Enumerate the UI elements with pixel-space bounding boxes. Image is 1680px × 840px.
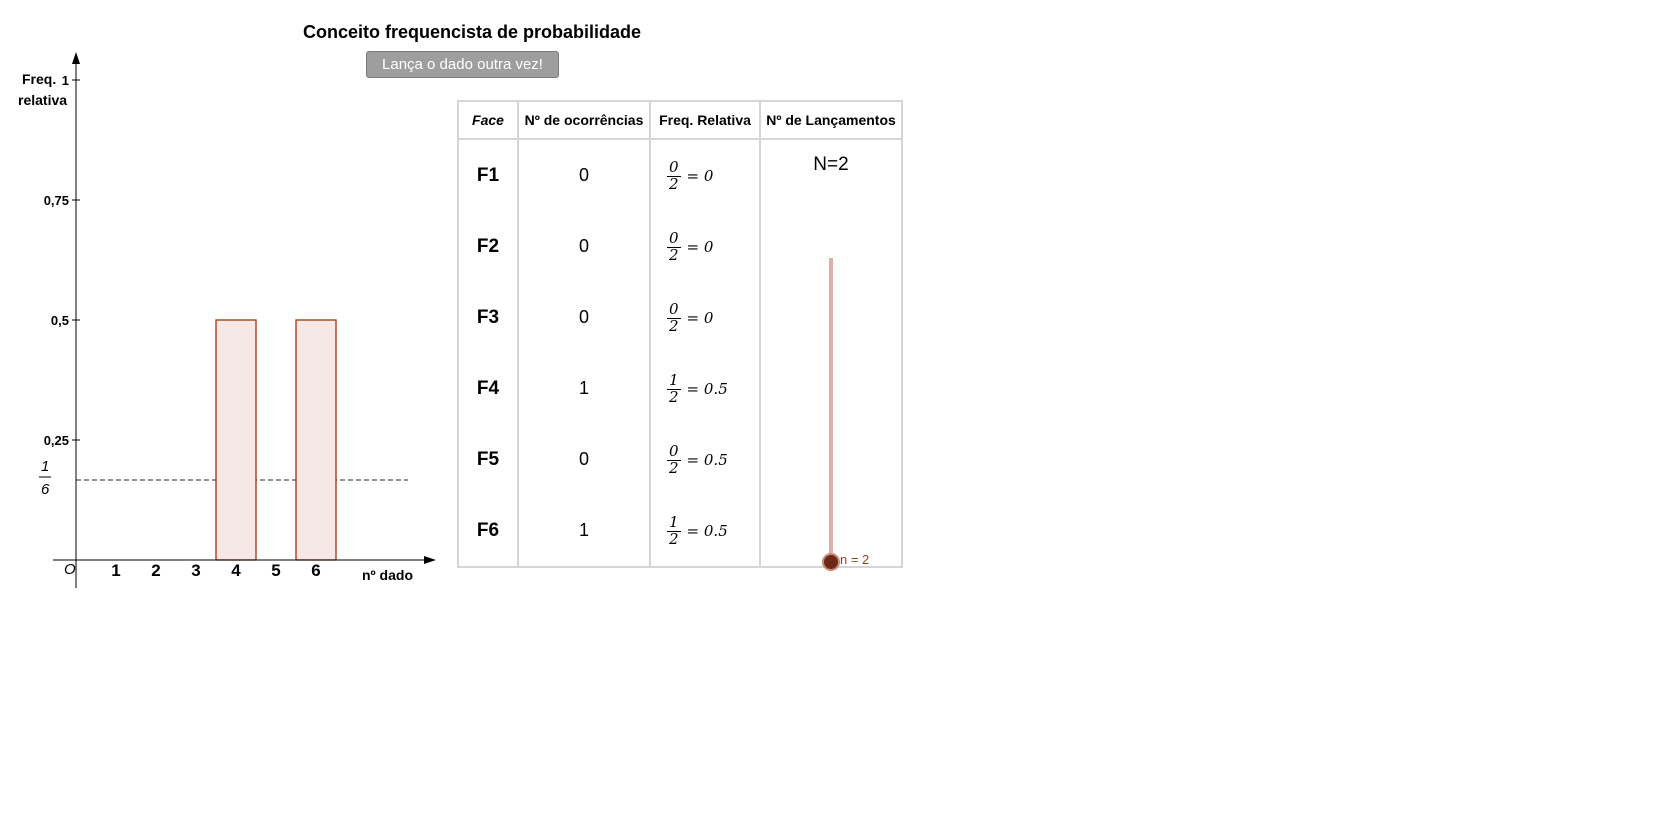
relative-frequency-cell <box>650 282 760 353</box>
face-cell: F5 <box>458 424 518 495</box>
launches-slider-handle[interactable] <box>822 553 840 571</box>
fraction-denominator: 2 <box>669 245 679 264</box>
frequency-chart <box>0 0 440 600</box>
fraction-result: = 0.5 <box>686 522 728 540</box>
y-axis-title-line2: relativa <box>18 92 68 108</box>
occurrences-cell: 1 <box>518 353 650 424</box>
header-occurrences: Nº de ocorrências <box>518 101 650 139</box>
occurrences-cell: 0 <box>518 424 650 495</box>
fraction-denominator: 2 <box>669 316 679 335</box>
launches-cell <box>760 139 902 567</box>
y-tick-label: 0,75 <box>43 193 69 208</box>
y-axis-arrow <box>72 52 80 64</box>
reference-label <box>39 458 51 498</box>
y-tick-label: 0,5 <box>50 313 69 328</box>
bar-4 <box>216 320 256 560</box>
face-cell: F2 <box>458 211 518 282</box>
face-cell: F3 <box>458 282 518 353</box>
relative-frequency-cell <box>650 495 760 567</box>
face-cell: F4 <box>458 353 518 424</box>
occurrences-cell: 0 <box>518 282 650 353</box>
header-face: Face <box>458 101 518 139</box>
frequency-table <box>457 100 903 568</box>
fraction-result: = 0.5 <box>686 451 728 469</box>
fraction-denominator: 2 <box>669 387 679 406</box>
launches-slider-value: n = 2 <box>840 552 870 567</box>
reference-label-denominator: 6 <box>41 481 50 498</box>
fraction-numerator: 0 <box>669 299 679 318</box>
fraction-denominator: 2 <box>669 174 679 193</box>
fraction-result: = 0 <box>686 167 714 185</box>
fraction-numerator: 0 <box>669 441 679 460</box>
fraction-numerator: 1 <box>669 512 679 531</box>
face-cell: F1 <box>458 139 518 211</box>
roll-again-button[interactable]: Lança o dado outra vez! <box>366 51 559 78</box>
origin-label: O <box>64 561 76 578</box>
fraction-numerator: 0 <box>669 228 679 247</box>
launch-count-label: N=2 <box>813 154 849 175</box>
x-tick-label: 5 <box>271 561 281 580</box>
fraction-result: = 0 <box>686 238 714 256</box>
table-header-row <box>458 101 902 139</box>
relative-frequency-cell <box>650 353 760 424</box>
occurrences-cell: 0 <box>518 211 650 282</box>
reference-label-numerator: 1 <box>41 458 50 475</box>
relative-frequency-cell <box>650 139 760 211</box>
y-axis-title-line1: Freq. <box>22 71 57 87</box>
fraction-numerator: 1 <box>669 370 679 389</box>
launches-slider-track[interactable] <box>829 258 833 563</box>
occurrences-cell: 1 <box>518 495 650 567</box>
y-tick-label: 1 <box>61 73 69 88</box>
face-cell: F6 <box>458 495 518 567</box>
page-title: Conceito frequencista de probabilidade <box>303 22 642 42</box>
x-tick-label: 6 <box>311 561 321 580</box>
fraction-result: = 0.5 <box>686 380 728 398</box>
fraction-denominator: 2 <box>669 458 679 477</box>
x-tick-label: 3 <box>191 561 201 580</box>
y-tick-label: 0,25 <box>43 433 69 448</box>
x-tick-label: 1 <box>111 561 121 580</box>
header-relative-frequency: Freq. Relativa <box>650 101 760 139</box>
header-launches: Nº de Lançamentos <box>760 101 902 139</box>
fraction-denominator: 2 <box>669 529 679 548</box>
x-axis-arrow <box>424 556 436 564</box>
x-axis-title: nº dado <box>362 567 413 583</box>
fraction-result: = 0 <box>686 309 714 327</box>
occurrences-cell: 0 <box>518 139 650 211</box>
table-row <box>458 139 902 211</box>
relative-frequency-cell <box>650 424 760 495</box>
fraction-numerator: 0 <box>669 157 679 176</box>
bar-6 <box>296 320 336 560</box>
x-tick-label: 4 <box>231 561 241 580</box>
relative-frequency-cell <box>650 211 760 282</box>
x-tick-label: 2 <box>151 561 161 580</box>
